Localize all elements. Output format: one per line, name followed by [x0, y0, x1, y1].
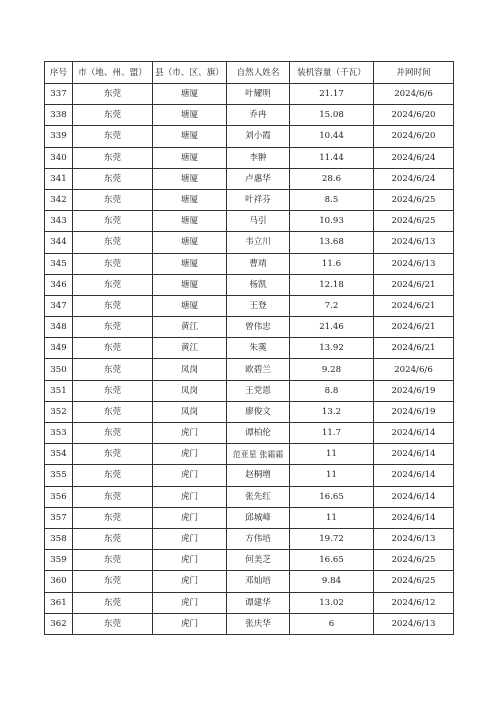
table-row [45, 380, 454, 401]
table-row [45, 359, 454, 380]
county-cell: 凤岗 [153, 401, 227, 422]
person-name-cell: 王党恩 [227, 380, 290, 401]
table-row [45, 528, 454, 549]
index-cell: 344 [45, 232, 73, 253]
header-grid-date: 并网时间 [374, 62, 454, 84]
person-name-cell: 朱霙 [227, 338, 290, 359]
person-name-cell: 廖俊文 [227, 401, 290, 422]
index-cell: 348 [45, 317, 73, 338]
person-name-cell: 方伟培 [227, 528, 290, 549]
index-cell: 359 [45, 550, 73, 571]
person-name-cell: 赵桐增 [227, 465, 290, 486]
table-row [45, 444, 454, 465]
county-cell: 虎门 [153, 571, 227, 592]
capacity-cell: 11.6 [290, 253, 374, 274]
index-cell: 341 [45, 168, 73, 189]
index-cell: 349 [45, 338, 73, 359]
capacity-cell: 13.68 [290, 232, 374, 253]
grid-date-cell: 2024/6/6 [374, 359, 454, 380]
index-cell: 351 [45, 380, 73, 401]
county-cell: 塘厦 [153, 232, 227, 253]
county-cell: 塘厦 [153, 126, 227, 147]
table-row [45, 465, 454, 486]
person-name-cell: 李翀 [227, 147, 290, 168]
capacity-cell: 11 [290, 465, 374, 486]
person-name-cell: 谭柏伦 [227, 423, 290, 444]
person-name-cell: 谭建华 [227, 592, 290, 613]
city-cell: 东莞 [73, 571, 153, 592]
grid-date-cell: 2024/6/14 [374, 465, 454, 486]
capacity-cell: 15.08 [290, 105, 374, 126]
index-cell: 362 [45, 613, 73, 634]
county-cell: 虎门 [153, 613, 227, 634]
grid-date-cell: 2024/6/20 [374, 126, 454, 147]
header-capacity: 装机容量（千瓦） [290, 62, 374, 84]
county-cell: 塘厦 [153, 147, 227, 168]
county-cell: 凤岗 [153, 359, 227, 380]
grid-date-cell: 2024/6/21 [374, 338, 454, 359]
index-cell: 356 [45, 486, 73, 507]
table-row [45, 571, 454, 592]
grid-date-cell: 2024/6/21 [374, 295, 454, 316]
person-name-cell: 乔冉 [227, 105, 290, 126]
city-cell: 东莞 [73, 465, 153, 486]
city-cell: 东莞 [73, 317, 153, 338]
capacity-cell: 11 [290, 444, 374, 465]
index-cell: 347 [45, 295, 73, 316]
table-row [45, 211, 454, 232]
grid-date-cell: 2024/6/20 [374, 105, 454, 126]
capacity-cell: 11.7 [290, 423, 374, 444]
table-row [45, 147, 454, 168]
table-row [45, 253, 454, 274]
index-cell: 358 [45, 528, 73, 549]
table-row [45, 232, 454, 253]
table-row [45, 401, 454, 422]
city-cell: 东莞 [73, 338, 153, 359]
city-cell: 东莞 [73, 359, 153, 380]
capacity-cell: 21.17 [290, 84, 374, 105]
grid-date-cell: 2024/6/14 [374, 423, 454, 444]
capacity-cell: 11.44 [290, 147, 374, 168]
index-cell: 346 [45, 274, 73, 295]
grid-date-cell: 2024/6/13 [374, 253, 454, 274]
table-row [45, 550, 454, 571]
city-cell: 东莞 [73, 274, 153, 295]
city-cell: 东莞 [73, 423, 153, 444]
county-cell: 黄江 [153, 338, 227, 359]
grid-date-cell: 2024/6/21 [374, 317, 454, 338]
city-cell: 东莞 [73, 444, 153, 465]
grid-date-cell: 2024/6/19 [374, 401, 454, 422]
county-cell: 塘厦 [153, 253, 227, 274]
county-cell: 塘厦 [153, 189, 227, 210]
city-cell: 东莞 [73, 147, 153, 168]
city-cell: 东莞 [73, 126, 153, 147]
person-name-cell: 刘小霞 [227, 126, 290, 147]
person-name-cell: 杨凯 [227, 274, 290, 295]
person-name-cell: 王登 [227, 295, 290, 316]
capacity-cell: 8.5 [290, 189, 374, 210]
city-cell: 东莞 [73, 507, 153, 528]
index-cell: 345 [45, 253, 73, 274]
person-name-cell: 曾伟忠 [227, 317, 290, 338]
city-cell: 东莞 [73, 84, 153, 105]
county-cell: 塘厦 [153, 274, 227, 295]
city-cell: 东莞 [73, 401, 153, 422]
person-name-cell: 叶祥芬 [227, 189, 290, 210]
city-cell: 东莞 [73, 528, 153, 549]
person-name-cell: 张先红 [227, 486, 290, 507]
grid-date-cell: 2024/6/13 [374, 613, 454, 634]
city-cell: 东莞 [73, 168, 153, 189]
table-body [45, 84, 454, 635]
capacity-cell: 16.65 [290, 486, 374, 507]
capacity-cell: 9.84 [290, 571, 374, 592]
capacity-cell: 11 [290, 507, 374, 528]
city-cell: 东莞 [73, 295, 153, 316]
capacity-cell: 6 [290, 613, 374, 634]
header-row [45, 62, 454, 84]
table-row [45, 423, 454, 444]
capacity-cell: 13.92 [290, 338, 374, 359]
index-cell: 337 [45, 84, 73, 105]
index-cell: 361 [45, 592, 73, 613]
county-cell: 塘厦 [153, 211, 227, 232]
city-cell: 东莞 [73, 613, 153, 634]
grid-date-cell: 2024/6/24 [374, 168, 454, 189]
person-name-cell: 韦立川 [227, 232, 290, 253]
county-cell: 虎门 [153, 528, 227, 549]
table-row [45, 592, 454, 613]
county-cell: 塘厦 [153, 84, 227, 105]
table-row [45, 486, 454, 507]
index-cell: 352 [45, 401, 73, 422]
city-cell: 东莞 [73, 486, 153, 507]
index-cell: 342 [45, 189, 73, 210]
person-name-cell: 曹靖 [227, 253, 290, 274]
county-cell: 虎门 [153, 550, 227, 571]
city-cell: 东莞 [73, 232, 153, 253]
grid-date-cell: 2024/6/25 [374, 550, 454, 571]
index-cell: 338 [45, 105, 73, 126]
county-cell: 虎门 [153, 592, 227, 613]
county-cell: 塘厦 [153, 295, 227, 316]
county-cell: 虎门 [153, 444, 227, 465]
index-cell: 353 [45, 423, 73, 444]
capacity-cell: 16.65 [290, 550, 374, 571]
header-person-name: 自然人姓名 [227, 62, 290, 84]
header-county: 县（市、区、旗） [153, 62, 227, 84]
person-name-cell: 邓灿培 [227, 571, 290, 592]
grid-date-cell: 2024/6/21 [374, 274, 454, 295]
grid-date-cell: 2024/6/24 [374, 147, 454, 168]
grid-date-cell: 2024/6/12 [374, 592, 454, 613]
capacity-cell: 8.8 [290, 380, 374, 401]
table-row [45, 317, 454, 338]
table-row [45, 613, 454, 634]
capacity-cell: 21.46 [290, 317, 374, 338]
capacity-cell: 12.18 [290, 274, 374, 295]
person-name-cell: 卢惠华 [227, 168, 290, 189]
table-row [45, 84, 454, 105]
header-index: 序号 [45, 62, 73, 84]
city-cell: 东莞 [73, 380, 153, 401]
county-cell: 黄江 [153, 317, 227, 338]
grid-date-cell: 2024/6/25 [374, 211, 454, 232]
index-cell: 360 [45, 571, 73, 592]
county-cell: 凤岗 [153, 380, 227, 401]
capacity-cell: 13.2 [290, 401, 374, 422]
index-cell: 340 [45, 147, 73, 168]
table-row [45, 274, 454, 295]
capacity-cell: 13.02 [290, 592, 374, 613]
person-name-cell: 张庆华 [227, 613, 290, 634]
table-row [45, 507, 454, 528]
person-name-cell: 何美芝 [227, 550, 290, 571]
table-row [45, 338, 454, 359]
index-cell: 350 [45, 359, 73, 380]
county-cell: 塘厦 [153, 168, 227, 189]
person-name-cell: 邱城峰 [227, 507, 290, 528]
grid-date-cell: 2024/6/25 [374, 189, 454, 210]
table-row [45, 295, 454, 316]
person-name-cell: 马引 [227, 211, 290, 232]
grid-date-cell: 2024/6/14 [374, 507, 454, 528]
capacity-cell: 10.44 [290, 126, 374, 147]
table-row [45, 105, 454, 126]
grid-date-cell: 2024/6/14 [374, 486, 454, 507]
index-cell: 354 [45, 444, 73, 465]
grid-date-cell: 2024/6/19 [374, 380, 454, 401]
grid-date-cell: 2024/6/13 [374, 528, 454, 549]
capacity-cell: 28.6 [290, 168, 374, 189]
city-cell: 东莞 [73, 592, 153, 613]
city-cell: 东莞 [73, 189, 153, 210]
header-city: 市（地、州、盟） [73, 62, 153, 84]
grid-date-cell: 2024/6/13 [374, 232, 454, 253]
data-table [44, 61, 454, 635]
county-cell: 虎门 [153, 486, 227, 507]
county-cell: 塘厦 [153, 105, 227, 126]
table-row [45, 168, 454, 189]
capacity-cell: 9.28 [290, 359, 374, 380]
person-name-cell: 欧碧兰 [227, 359, 290, 380]
index-cell: 357 [45, 507, 73, 528]
table-row [45, 126, 454, 147]
grid-date-cell: 2024/6/6 [374, 84, 454, 105]
index-cell: 355 [45, 465, 73, 486]
person-name-cell: 范亚星 张霜霜 [227, 444, 290, 465]
index-cell: 339 [45, 126, 73, 147]
grid-date-cell: 2024/6/25 [374, 571, 454, 592]
city-cell: 东莞 [73, 211, 153, 232]
city-cell: 东莞 [73, 550, 153, 571]
index-cell: 343 [45, 211, 73, 232]
table-row [45, 189, 454, 210]
person-name-cell: 叶耀明 [227, 84, 290, 105]
capacity-cell: 7.2 [290, 295, 374, 316]
county-cell: 虎门 [153, 423, 227, 444]
city-cell: 东莞 [73, 253, 153, 274]
city-cell: 东莞 [73, 105, 153, 126]
capacity-cell: 19.72 [290, 528, 374, 549]
grid-date-cell: 2024/6/14 [374, 444, 454, 465]
county-cell: 虎门 [153, 465, 227, 486]
county-cell: 虎门 [153, 507, 227, 528]
capacity-cell: 10.93 [290, 211, 374, 232]
